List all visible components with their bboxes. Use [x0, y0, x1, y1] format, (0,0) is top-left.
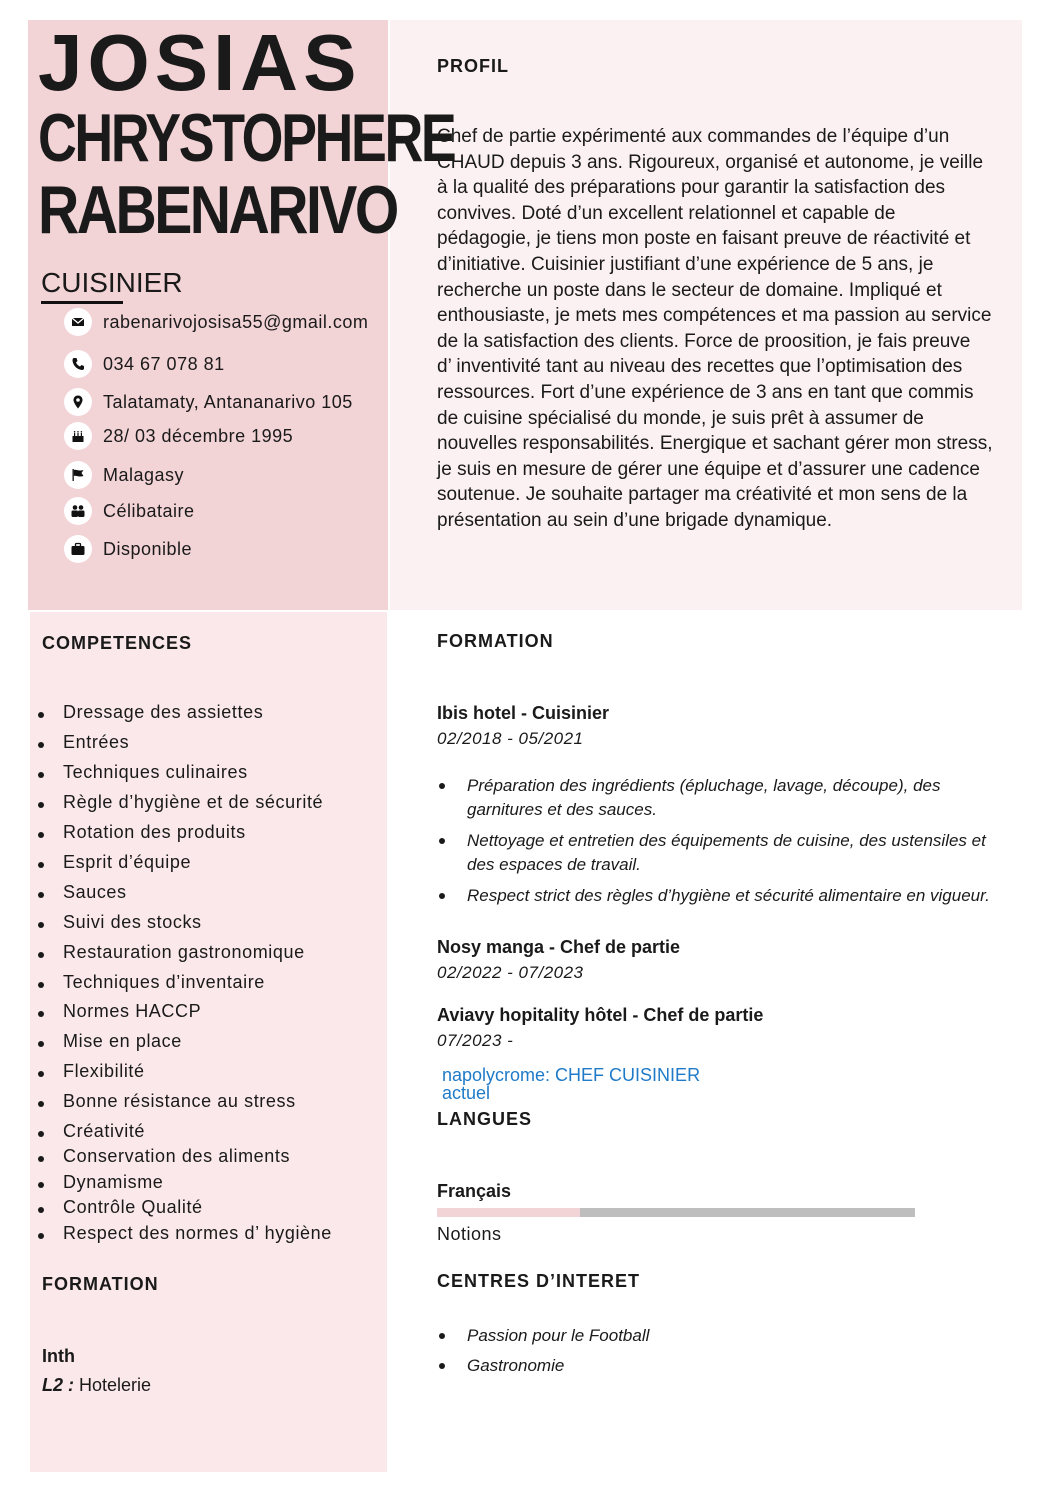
availability-text: Disponible	[103, 538, 193, 559]
competence-item: Dressage des assiettes	[36, 702, 263, 723]
competence-item: Conservation des aliments	[36, 1146, 290, 1167]
nationality-text: Malagasy	[103, 464, 185, 485]
people-icon	[64, 497, 92, 525]
experience-heading: FORMATION	[437, 631, 554, 651]
job-1-title: Ibis hotel - Cuisinier	[437, 703, 610, 723]
competence-item: Esprit d’équipe	[36, 852, 191, 873]
competence-item: Techniques d’inventaire	[36, 972, 265, 993]
competence-item: Entrées	[36, 732, 129, 753]
competence-item: Contrôle Qualité	[36, 1197, 203, 1218]
task-item: Respect strict des règles d’hygiène et sécurité alimentaire en vigueur.	[437, 884, 1007, 908]
contact-birthdate	[64, 422, 293, 450]
job-2-title: Nosy manga - Chef de partie	[437, 937, 681, 957]
marital-status-text: Célibataire	[103, 500, 195, 521]
envelope-icon	[64, 308, 92, 336]
competence-item: Règle d’hygiène et de sécurité	[36, 792, 323, 813]
last-name: RABENARIVO	[38, 172, 397, 248]
competence-item: Sauces	[36, 882, 127, 903]
email-text: rabenarivojosisa55@gmail.com	[103, 311, 369, 332]
competence-item: Respect des normes d’ hygiène	[36, 1223, 332, 1244]
birthdate-text: 28/ 03 décembre 1995	[103, 425, 294, 446]
competence-item: Restauration gastronomique	[36, 942, 305, 963]
task-item: Nettoyage et entretien des équipements de cuisine, des ustensiles et des espaces de travail.	[437, 829, 1007, 877]
job-title-underline	[41, 301, 123, 304]
contact-email	[64, 308, 368, 336]
competence-item: Techniques culinaires	[36, 762, 248, 783]
job-3-date: 07/2023 -	[437, 1031, 514, 1050]
formation-left-heading: FORMATION	[42, 1274, 159, 1294]
competence-item: Suivi des stocks	[36, 912, 202, 933]
contact-marital-status	[64, 497, 195, 525]
job-2-date: 02/2022 - 07/2023	[437, 963, 584, 982]
interest-item: Gastronomie	[437, 1354, 837, 1378]
language-name: Français	[437, 1181, 512, 1201]
competence-item: Dynamisme	[36, 1172, 163, 1193]
langues-heading: LANGUES	[437, 1109, 533, 1129]
competence-item: Mise en place	[36, 1031, 182, 1052]
degree-line	[42, 1375, 151, 1396]
flag-icon	[64, 461, 92, 489]
current-job-note-line-2: actuel	[442, 1083, 491, 1103]
contact-availability	[64, 535, 192, 563]
interets-list	[437, 1324, 837, 1378]
contact-phone	[64, 350, 225, 378]
competence-item: Normes HACCP	[36, 1001, 201, 1022]
first-name: JOSIAS	[38, 18, 362, 107]
briefcase-icon	[64, 535, 92, 563]
current-job-note	[442, 1066, 700, 1102]
competence-item: Créativité	[36, 1121, 145, 1142]
interest-item: Passion pour le Football	[437, 1324, 837, 1348]
profile-heading: PROFIL	[437, 56, 509, 76]
degree-level-value: Hotelerie	[74, 1375, 152, 1395]
language-level-text: Notions	[437, 1224, 502, 1244]
competence-item: Flexibilité	[36, 1061, 145, 1082]
task-item: Préparation des ingrédients (épluchage, lavage, découpe), des garnitures et des sauces.	[437, 774, 1007, 822]
language-level-bar	[437, 1208, 915, 1217]
competence-item: Bonne résistance au stress	[36, 1091, 296, 1112]
contact-address	[64, 388, 353, 416]
degree-level-label: L2 :	[42, 1375, 75, 1395]
middle-name: CHRYSTOPHERE	[38, 100, 455, 176]
current-job-note-line-1: napolycrome: CHEF CUISINIER	[442, 1065, 701, 1085]
contact-nationality	[64, 461, 184, 489]
cake-icon	[64, 422, 92, 450]
job-1-tasks	[437, 774, 1007, 908]
school-name: Inth	[42, 1346, 75, 1366]
phone-icon	[64, 350, 92, 378]
job-title: CUISINIER	[41, 267, 183, 298]
competence-item: Rotation des produits	[36, 822, 246, 843]
address-text: Talatamaty, Antananarivo 105	[103, 391, 353, 412]
map-pin-icon	[64, 388, 92, 416]
language-level-fill	[437, 1208, 580, 1217]
competences-heading: COMPETENCES	[42, 633, 193, 653]
job-3-title: Aviavy hopitality hôtel - Chef de partie	[437, 1005, 764, 1025]
phone-text: 034 67 078 81	[103, 353, 225, 374]
job-1-date: 02/2018 - 05/2021	[437, 729, 584, 748]
interets-heading: CENTRES D’INTERET	[437, 1271, 641, 1291]
profile-text: Chef de partie expérimenté aux commandes de l’équipe d’un CHAUD depuis 3 ans. Rigoureux, organisé et autonome, je veille à la qualité des préparations pour garantir la satisfaction des convives. Doté d’un excellent relationnel et capable de pédagogie, je tiens mon poste en faisant preuve de réactivité et d’initiative. Cuisinier justifiant d’une expérience de 5 ans, je recherche un poste dans le secteur de domaine. Impliqué et enthousiaste, je mets mes compétences et ma passion au service de la satisfaction des clients. Force de proosition, je fais preuve d’ inventivité tant au niveau des recettes que l’optimisation des ressources. Fort d’une expérience de 3 ans en tant que commis de cuisine spécialisé du monde, je suis prêt à assumer de nouvelles responsabilités. Energique et sachant gérer mon stress, je suis en mesure de gérer une équipe et d’assurer une cadence soutenue. Je souhaite partager ma créativité et mon sens de la présentation au sein d’une brigade dynamique.	[437, 126, 993, 531]
